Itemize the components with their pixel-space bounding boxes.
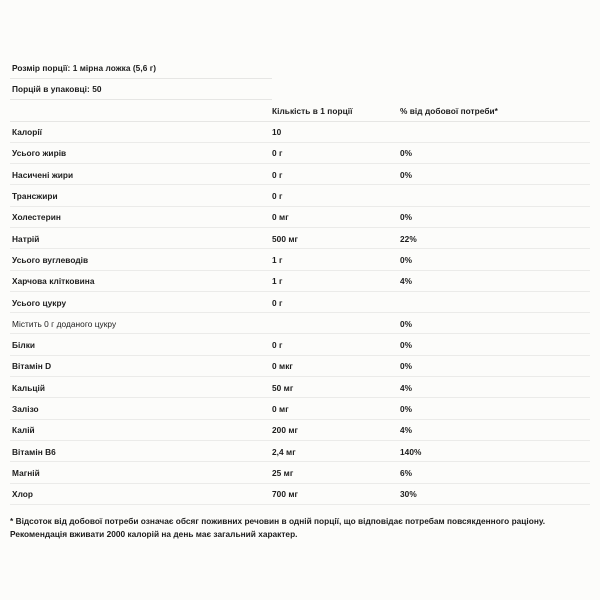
nutrient-label: Калій	[12, 425, 35, 436]
nutrient-label: Кальцій	[12, 382, 46, 393]
nutrient-amount: 0 мкг	[272, 361, 293, 372]
nutrient-daily-value: 4%	[400, 425, 413, 436]
table-row	[0, 207, 600, 228]
table-row	[0, 334, 600, 355]
table-row	[0, 228, 600, 249]
table-row	[0, 356, 600, 377]
nutrient-label: Холестерин	[12, 212, 61, 223]
nutrient-amount: 10	[272, 127, 282, 138]
nutrient-daily-value: 4%	[400, 276, 413, 287]
nutrient-label: Усього вуглеводів	[12, 254, 89, 265]
table-row	[0, 164, 600, 185]
nutrient-daily-value: 0%	[400, 212, 413, 223]
table-row	[0, 249, 600, 270]
servings-per-container-row	[0, 79, 600, 101]
nutrient-amount: 2,4 мг	[272, 446, 296, 457]
nutrient-amount: 1 г	[272, 254, 283, 265]
nutrient-label: Вітамін D	[12, 361, 52, 372]
table-row	[0, 143, 600, 164]
nutrient-label: Насичені жири	[12, 169, 74, 180]
nutrient-daily-value: 0%	[400, 404, 413, 414]
nutrient-amount: 25 мг	[272, 467, 294, 478]
nutrient-amount: 0 г	[272, 340, 283, 351]
servings-per-container-label: Порцій в упаковці: 50	[12, 84, 102, 95]
table-row	[0, 122, 600, 143]
nutrient-amount: 0 г	[272, 191, 283, 202]
table-row	[0, 484, 600, 505]
column-header-amount: Кількість в 1 порції	[272, 105, 353, 116]
nutrient-amount: 0 г	[272, 297, 283, 308]
table-row	[0, 420, 600, 441]
nutrient-amount: 700 мг	[272, 489, 299, 500]
nutrition-table	[0, 100, 600, 505]
nutrient-daily-value: 0%	[400, 318, 413, 329]
table-row	[0, 313, 600, 334]
nutrient-daily-value: 140%	[400, 446, 422, 457]
table-header-row	[0, 100, 600, 122]
nutrient-label: Білки	[12, 340, 36, 351]
nutrient-daily-value: 0%	[400, 340, 413, 351]
nutrient-daily-value: 0%	[400, 169, 413, 180]
nutrient-label: Вітамін B6	[12, 446, 56, 457]
nutrient-label: Хлор	[12, 489, 34, 500]
daily-value-footnote: * Відсоток від добової потреби означає обсяг поживних речовин в одній порції, що відповідає потребам повсякденного раціону. Рекомендація вживати 2000 калорій на день має загальний характер.	[10, 516, 546, 540]
nutrient-amount: 0 мг	[272, 404, 289, 414]
table-row	[0, 185, 600, 206]
nutrient-daily-value: 0%	[400, 148, 413, 159]
table-row	[0, 292, 600, 313]
nutrient-amount: 50 мг	[272, 382, 294, 393]
table-row	[0, 441, 600, 462]
table-row	[0, 271, 600, 292]
nutrient-amount: 500 мг	[272, 233, 299, 244]
serving-info-group	[0, 57, 600, 100]
nutrient-label: Містить 0 г доданого цукру	[12, 318, 117, 329]
nutrient-label: Натрій	[12, 233, 40, 244]
nutrient-amount: 0 мг	[272, 212, 289, 223]
nutrient-daily-value: 30%	[400, 489, 417, 500]
nutrient-amount: 1 г	[272, 276, 283, 287]
nutrient-label: Магній	[12, 467, 40, 478]
table-row	[0, 377, 600, 398]
nutrient-daily-value: 4%	[400, 382, 413, 393]
column-header-daily-value: % від добової потреби*	[400, 105, 498, 116]
nutrient-daily-value: 6%	[400, 467, 413, 478]
table-row	[0, 398, 600, 419]
nutrient-label: Харчова клітковина	[12, 276, 95, 287]
nutrient-daily-value: 0%	[400, 361, 413, 372]
nutrient-label: Трансжири	[12, 191, 58, 202]
nutrient-label: Усього цукру	[12, 297, 67, 308]
nutrient-amount: 0 г	[272, 169, 283, 180]
serving-size-label: Розмір порції: 1 мірна ложка (5,6 г)	[12, 62, 157, 73]
serving-size-row	[0, 57, 600, 79]
nutrient-label: Калорії	[12, 127, 43, 138]
nutrient-label: Залізо	[12, 404, 39, 414]
nutrient-label: Усього жирів	[12, 148, 67, 159]
nutrient-amount: 200 мг	[272, 425, 299, 436]
nutrient-amount: 0 г	[272, 148, 283, 159]
table-row	[0, 462, 600, 483]
nutrient-daily-value: 22%	[400, 233, 417, 244]
nutrient-daily-value: 0%	[400, 254, 413, 265]
